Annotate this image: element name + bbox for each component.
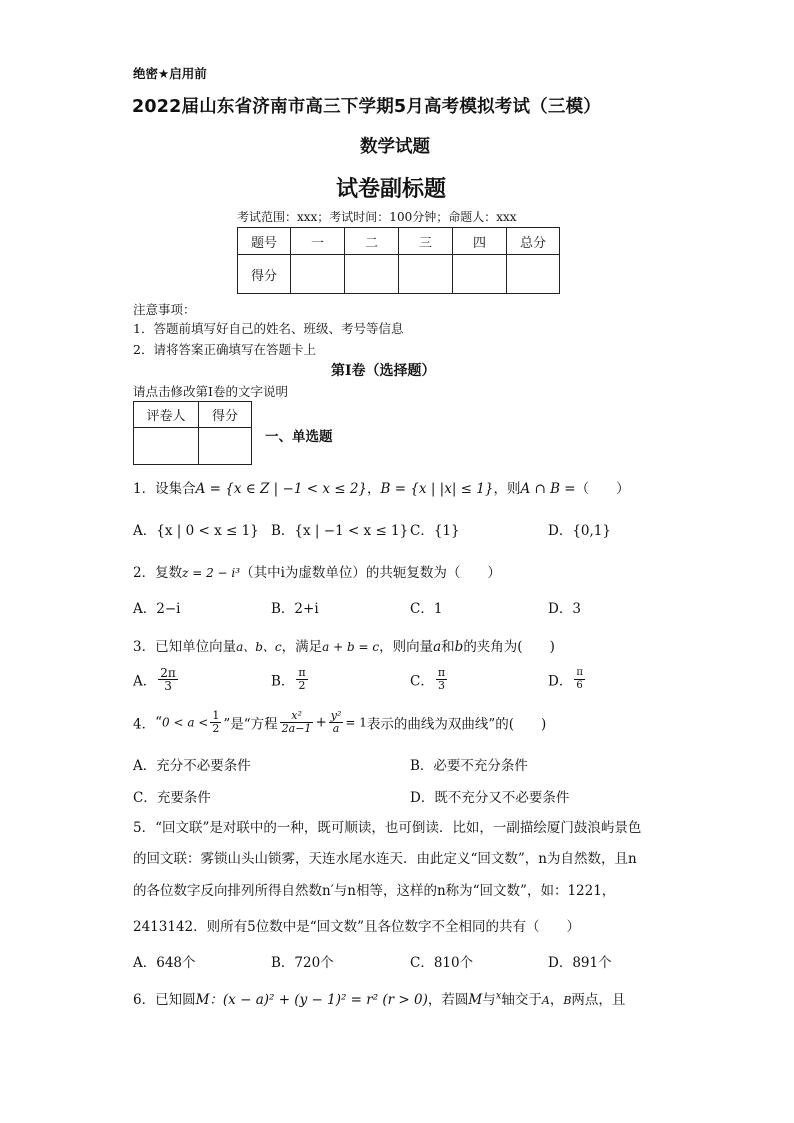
notice-item: 2．请将答案正确填写在答题卡上 [133, 342, 316, 357]
question-text: 设集合 [155, 481, 196, 497]
notice-item: 1．答题前填写好自己的姓名、班级、考号等信息 [133, 321, 404, 336]
fraction-numerator: 1 [212, 709, 220, 722]
score-cell[interactable] [399, 255, 453, 294]
score-cell[interactable] [453, 255, 507, 294]
fraction-numerator: 2π [160, 666, 176, 680]
option-a[interactable]: A．2−i [133, 601, 181, 617]
option-b[interactable]: B．720个 [271, 955, 334, 971]
math-expression: z = 2 − i³ [182, 566, 241, 580]
question-text: ，则向量 [379, 639, 434, 655]
question-1 [133, 477, 630, 497]
option-d[interactable] [548, 667, 587, 692]
math-expression: = 1 [345, 715, 367, 730]
option-a[interactable]: A．648个 [133, 955, 196, 971]
question-number: 6． [133, 992, 156, 1008]
option-label: A． [133, 673, 157, 690]
math-expression: A = {x ∈ Z | −1 < x ≤ 2} [195, 481, 368, 497]
score-table-header-cell: 一 [291, 228, 345, 255]
part-title: 第I卷（选择题） [331, 363, 436, 379]
option-b[interactable]: B．必要不充分条件 [410, 758, 528, 774]
question-number: 2． [133, 565, 156, 581]
confidential-label: 绝密★启用前 [133, 66, 207, 81]
math-expression: x [495, 990, 502, 1002]
score-table [237, 227, 560, 294]
question-text: 的夹角为( ) [463, 639, 555, 655]
score-table-header-cell: 总分 [507, 228, 560, 255]
grader-score-cell[interactable] [199, 428, 252, 465]
question-text: （其中i为虚数单位）的共轭复数为（ ） [240, 565, 501, 581]
option-c[interactable]: C．1 [410, 601, 443, 617]
option-b[interactable]: B．2+i [271, 601, 319, 617]
question-number: 4． [133, 716, 156, 733]
question-text: ，则 [493, 481, 521, 497]
fraction [296, 667, 307, 692]
fraction [574, 667, 585, 692]
option-label: C． [410, 673, 434, 690]
option-d[interactable]: D．891个 [548, 955, 612, 971]
math-expression: B = {x | |x| ≤ 1} [380, 481, 494, 497]
fraction [210, 710, 221, 735]
question-text: 已知圆 [155, 992, 196, 1008]
question-text: ，若圆 [427, 992, 469, 1008]
score-table-header-cell: 三 [399, 228, 453, 255]
math-expression: B [563, 994, 572, 1007]
fraction-denominator: a [332, 722, 340, 735]
math-operator: + [315, 714, 327, 731]
option-label: B． [271, 673, 295, 690]
exam-title: 2022届山东省济南市高三下学期5月高考模拟考试（三模） [132, 97, 601, 117]
math-expression: M：(x − a)² + (y − 1)² = r² (r > 0) [195, 992, 428, 1008]
question-text: ， [549, 992, 564, 1008]
paper-subtitle: 试卷副标题 [336, 177, 447, 202]
option-c[interactable]: C．{1} [410, 523, 460, 539]
question-text: “ [155, 714, 162, 731]
score-table-header-cell: 四 [453, 228, 507, 255]
question-text: （ ） [575, 481, 630, 497]
score-table-row-label: 得分 [238, 255, 291, 294]
option-a[interactable]: A．充分不必要条件 [133, 758, 251, 774]
fraction-numerator: x² [280, 710, 314, 723]
option-d[interactable]: D．{0,1} [548, 523, 611, 539]
fraction-numerator: π [576, 667, 583, 678]
fraction [280, 710, 314, 735]
grader-table [133, 401, 252, 465]
grader-score-label: 得分 [199, 402, 252, 428]
math-expression: a、b、c [236, 640, 282, 654]
option-a[interactable]: A．{x | 0 < x ≤ 1} [133, 523, 259, 539]
question-text: ”是“方程 [223, 716, 278, 733]
math-expression: 0 < a < [162, 715, 209, 730]
fraction [158, 667, 178, 692]
question-5-line: 5．“回文联”是对联中的一种，既可顺读，也可倒读．比如，一副描绘厦门鼓浪屿景色 [133, 820, 642, 836]
question-text: 表示的曲线为双曲线”的( ) [366, 716, 547, 733]
question-text: 复数 [155, 565, 183, 581]
fraction [329, 710, 344, 735]
fraction-denominator: 2a−1 [281, 722, 312, 735]
score-table-header-cell: 二 [345, 228, 399, 255]
question-2 [133, 561, 501, 581]
math-expression: b [454, 639, 464, 655]
option-c[interactable]: C．810个 [410, 955, 474, 971]
math-expression: a [433, 639, 442, 655]
question-text: ，满足 [281, 639, 323, 655]
option-d[interactable]: D．3 [548, 601, 581, 617]
question-5-line: 的各位数字反向排列所得自然数n′与n相等，这样的n称为“回文数”，如：1221， [133, 883, 616, 899]
question-5-line: 2413142．则所有5位数中是“回文数”且各位数字不全相同的共有（ ） [133, 919, 581, 935]
fraction-numerator: y² [330, 709, 342, 722]
fraction-denominator: 6 [576, 680, 583, 691]
question-5-line: 的回文联：雾锁山头山锁雾，天连水尾水连天．由此定义“回文数”，n为自然数，且n [133, 851, 637, 867]
fraction-denominator: 2 [298, 679, 306, 692]
question-text: 和 [441, 639, 455, 655]
fraction-denominator: 3 [437, 679, 445, 692]
section-title: 一、单选题 [265, 429, 333, 445]
math-expression: A ∩ B = [520, 481, 576, 497]
subject-title: 数学试题 [360, 137, 430, 157]
fraction [436, 667, 447, 692]
notice-title: 注意事项： [133, 302, 196, 317]
question-3 [133, 635, 555, 655]
question-text: ， [367, 481, 381, 497]
question-text: 轴交于 [501, 992, 542, 1008]
part-instruction: 请点击修改第I卷的文字说明 [133, 384, 288, 399]
score-cell[interactable] [291, 255, 345, 294]
math-expression: a + b = c [322, 640, 380, 654]
option-label: D． [548, 673, 573, 690]
question-6 [133, 988, 625, 1008]
math-expression: M [468, 992, 483, 1008]
question-number: 3． [133, 639, 156, 655]
option-b[interactable]: B．{x | −1 < x ≤ 1} [271, 523, 409, 539]
fraction-numerator: π [298, 666, 306, 679]
option-c[interactable] [410, 667, 449, 692]
fraction-denominator: 2 [212, 722, 220, 735]
question-text: 两点，且 [571, 992, 626, 1008]
math-expression: A [541, 994, 550, 1007]
exam-info: 考试范围：xxx；考试时间：100分钟；命题人：xxx [237, 210, 517, 224]
grader-cell[interactable] [134, 428, 199, 465]
score-cell[interactable] [507, 255, 560, 294]
option-c[interactable]: C．充要条件 [133, 790, 211, 806]
score-table-header-cell: 题号 [238, 228, 291, 255]
grader-label: 评卷人 [134, 402, 199, 428]
option-d[interactable]: D．既不充分又不必要条件 [410, 790, 570, 806]
option-b[interactable] [271, 667, 310, 692]
question-number: 1． [133, 481, 156, 497]
fraction-numerator: π [437, 666, 446, 679]
score-cell[interactable] [345, 255, 399, 294]
question-text: 已知单位向量 [155, 639, 237, 655]
option-a[interactable] [133, 667, 180, 692]
question-text: 与 [482, 992, 496, 1008]
fraction-denominator: 3 [164, 679, 172, 693]
question-4 [133, 710, 546, 735]
